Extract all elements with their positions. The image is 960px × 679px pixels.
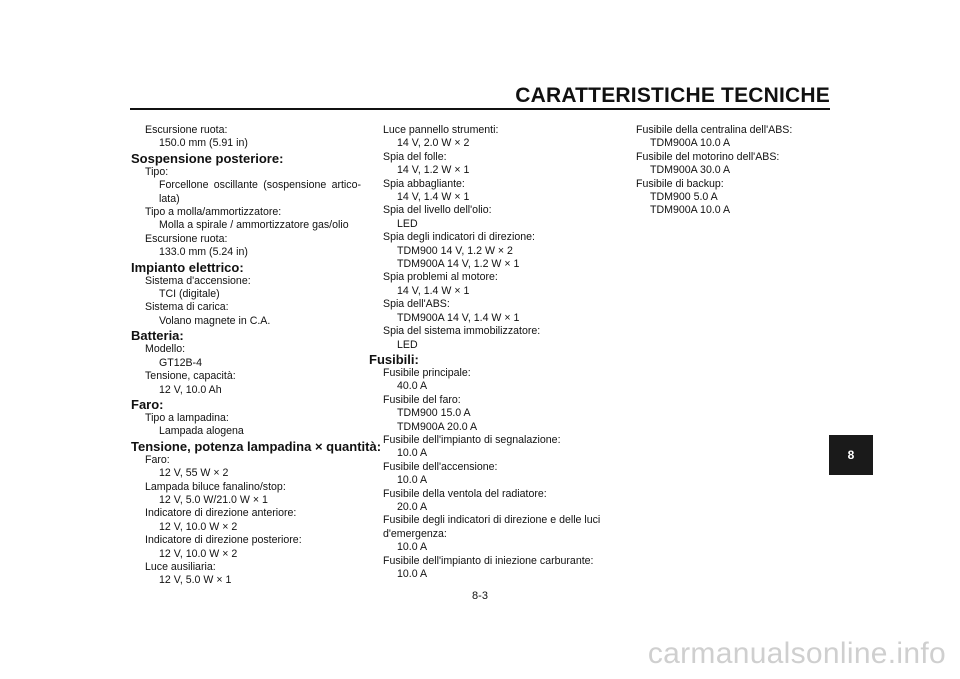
spec-label: Spia degli indicatori di direzione: [383, 231, 535, 244]
spec-label: Spia dell'ABS: [383, 298, 450, 311]
spec-label: Tipo: [145, 165, 169, 178]
spec-value: TCI (digitale) [159, 288, 220, 301]
spec-label: Fusibile degli indicatori di direzione e delle luci d'emergenza: [383, 514, 601, 540]
spec-value: TDM900 5.0 A [650, 191, 718, 204]
spec-label: Luce ausiliaria: [145, 560, 216, 573]
section-heading: Fusibili: [369, 351, 419, 367]
spec-value: Volano magnete in C.A. [159, 314, 271, 327]
spec-label: Sistema di carica: [145, 301, 229, 314]
spec-value: GT12B-4 [159, 356, 202, 369]
spec-value: 10.0 A [397, 568, 428, 580]
spec-value: 14 V, 1.4 W × 1 [397, 191, 470, 204]
spec-label: Indicatore di direzione posteriore: [145, 534, 302, 547]
spec-value: 12 V, 10.0 Ah [159, 383, 222, 396]
spec-value: 133.0 mm (5.24 in) [159, 246, 248, 259]
spec-label: Fusibile principale: [383, 366, 471, 379]
spec-value: TDM900A 20.0 A [397, 420, 478, 433]
chapter-tab [829, 435, 873, 475]
watermark: carmanualsonline.info [647, 637, 946, 670]
spec-label: Fusibile della centralina dell'ABS: [636, 124, 793, 136]
spec-label: Escursione ruota: [145, 124, 228, 136]
spec-label: Spia abbagliante: [383, 177, 465, 190]
spec-value: 10.0 A [397, 474, 428, 487]
page-number: 8-3 [472, 590, 488, 602]
spec-label: Sistema d'accensione: [145, 274, 251, 287]
spec-label: Fusibile del motorino dell'ABS: [636, 150, 780, 163]
spec-label: Spia del livello dell'olio: [383, 204, 492, 217]
spec-value: 12 V, 5.0 W × 1 [159, 574, 232, 587]
section-heading: Sospensione posteriore: [131, 150, 284, 166]
spec-value: TDM900A 10.0 A [650, 204, 731, 217]
spec-value: TDM900A 30.0 A [650, 164, 731, 177]
spec-value: 14 V, 1.4 W × 1 [397, 284, 470, 297]
spec-value: 12 V, 5.0 W/21.0 W × 1 [159, 493, 268, 506]
spec-value: Lampada alogena [159, 425, 244, 438]
section-heading: Batteria: [131, 328, 184, 344]
spec-value: TDM900A 10.0 A [650, 137, 731, 150]
spec-label: Fusibile di backup: [636, 177, 724, 190]
spec-label: Fusibile dell'impianto di iniezione carburante: [383, 554, 594, 567]
spec-value: TDM900A 14 V, 1.2 W × 1 [397, 258, 520, 271]
spec-value: TDM900A 14 V, 1.4 W × 1 [397, 311, 520, 324]
spec-value: LED [397, 338, 418, 351]
spec-column-2 [369, 124, 601, 581]
spec-value: 12 V, 10.0 W × 2 [159, 520, 238, 533]
page-title: CARATTERISTICHE TECNICHE [515, 84, 830, 107]
spec-column-1 [131, 124, 382, 588]
spec-column-3 [622, 124, 822, 218]
spec-label: Fusibile del faro: [383, 393, 461, 406]
spec-label: Tensione, capacità: [145, 370, 236, 383]
spec-value: 10.0 A [397, 447, 428, 460]
spec-label: Luce pannello strumenti: [383, 124, 499, 136]
spec-value: 14 V, 2.0 W × 2 [397, 137, 470, 150]
spec-value: 150.0 mm (5.91 in) [159, 137, 248, 150]
spec-label: Tipo a lampadina: [145, 411, 229, 424]
section-heading: Tensione, potenza lampadina × quantità: [131, 438, 382, 454]
header-rule [130, 108, 830, 110]
section-heading: Impianto elettrico: [131, 259, 244, 275]
spec-label: Lampada biluce fanalino/stop: [145, 480, 286, 493]
spec-label: Faro: [145, 453, 170, 466]
spec-value: 14 V, 1.2 W × 1 [397, 164, 470, 177]
spec-value: TDM900 14 V, 1.2 W × 2 [397, 244, 513, 257]
spec-label: Tipo a molla/ammortizzatore: [145, 206, 282, 219]
spec-label: Modello: [145, 343, 186, 356]
section-heading: Faro: [131, 396, 164, 412]
spec-label: Fusibile dell'impianto di segnalazione: [383, 433, 561, 446]
spec-label: Indicatore di direzione anteriore: [145, 507, 297, 520]
spec-value: 10.0 A [397, 541, 428, 554]
spec-value: 40.0 A [397, 380, 428, 393]
spec-value: TDM900 15.0 A [397, 407, 471, 420]
spec-value: Forcellone oscillante (sospensione artico-lata) [159, 179, 361, 205]
spec-label: Fusibile dell'accensione: [383, 460, 498, 473]
spec-value: 12 V, 55 W × 2 [159, 467, 229, 480]
spec-value: LED [397, 217, 418, 230]
spec-value: Molla a spirale / ammortizzatore gas/olio [159, 219, 349, 232]
spec-label: Fusibile della ventola del radiatore: [383, 487, 547, 500]
spec-label: Spia del folle: [383, 150, 447, 163]
spec-label: Spia del sistema immobilizzatore: [383, 325, 541, 338]
chapter-tab-label: 8 [847, 448, 855, 462]
spec-value: 12 V, 10.0 W × 2 [159, 547, 238, 560]
spec-label: Spia problemi al motore: [383, 271, 498, 284]
spec-value: 20.0 A [397, 500, 428, 513]
spec-label: Escursione ruota: [145, 232, 228, 245]
